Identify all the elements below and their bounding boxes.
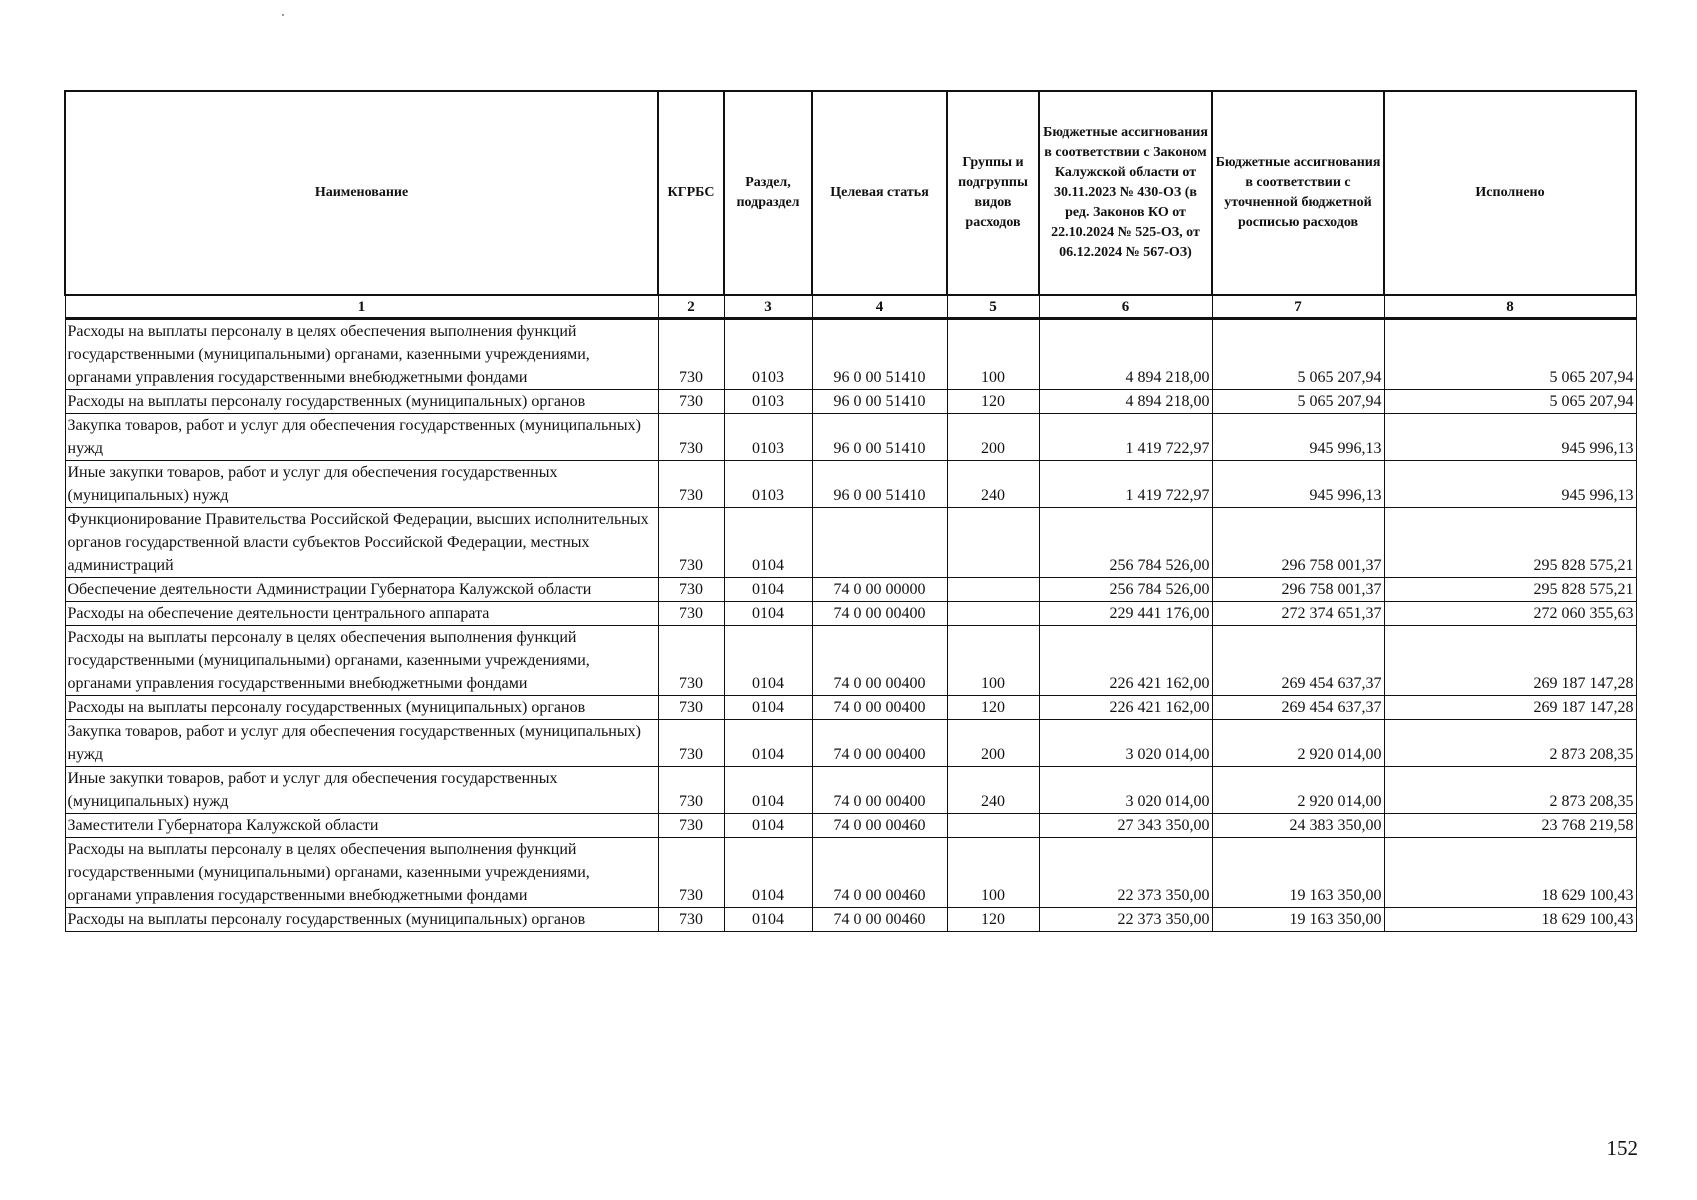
row-expense-group: 100 <box>947 838 1039 908</box>
row-target-article: 96 0 00 51410 <box>812 319 947 390</box>
row-kgrbs: 730 <box>658 626 724 696</box>
row-plan-amount: 272 374 651,37 <box>1212 602 1384 626</box>
row-plan-amount: 296 758 001,37 <box>1212 578 1384 602</box>
row-kgrbs: 730 <box>658 767 724 814</box>
table-row <box>65 602 1636 626</box>
row-expense-group <box>947 578 1039 602</box>
row-plan-amount: 2 920 014,00 <box>1212 767 1384 814</box>
row-law-amount: 3 020 014,00 <box>1039 767 1212 814</box>
row-law-amount: 256 784 526,00 <box>1039 578 1212 602</box>
row-target-article: 74 0 00 00460 <box>812 838 947 908</box>
table-row <box>65 319 1636 390</box>
row-plan-amount: 24 383 350,00 <box>1212 814 1384 838</box>
row-section: 0103 <box>724 319 812 390</box>
row-target-article: 74 0 00 00400 <box>812 696 947 720</box>
row-law-amount: 1 419 722,97 <box>1039 414 1212 461</box>
header-law-allocations: Бюджетные ассигнования в соответствии с Законом Калужской области от 30.11.2023 № 430-ОЗ (в ред. Законов КО от 22.10.2024 № 525-ОЗ, от 06.12.2024 № 567-ОЗ) <box>1039 91 1212 295</box>
row-name: Расходы на выплаты персоналу государственных (муниципальных) органов <box>65 696 658 720</box>
row-executed-amount: 272 060 355,63 <box>1384 602 1636 626</box>
row-section: 0103 <box>724 414 812 461</box>
row-plan-amount: 5 065 207,94 <box>1212 319 1384 390</box>
row-law-amount: 4 894 218,00 <box>1039 319 1212 390</box>
row-executed-amount: 2 873 208,35 <box>1384 720 1636 767</box>
row-plan-amount: 296 758 001,37 <box>1212 508 1384 578</box>
table-row <box>65 461 1636 508</box>
row-executed-amount: 269 187 147,28 <box>1384 696 1636 720</box>
table-row <box>65 720 1636 767</box>
column-number: 1 <box>65 295 658 319</box>
row-law-amount: 22 373 350,00 <box>1039 838 1212 908</box>
row-expense-group: 100 <box>947 319 1039 390</box>
row-section: 0104 <box>724 626 812 696</box>
row-law-amount: 27 343 350,00 <box>1039 814 1212 838</box>
row-law-amount: 22 373 350,00 <box>1039 908 1212 932</box>
row-law-amount: 226 421 162,00 <box>1039 696 1212 720</box>
row-name: Расходы на выплаты персоналу в целях обеспечения выполнения функций государственными (муниципальными) органами, казенными учреждениями, органами управления государственными внебюджетными фондами <box>65 838 658 908</box>
row-plan-amount: 2 920 014,00 <box>1212 720 1384 767</box>
page-number: 152 <box>1606 1136 1638 1160</box>
row-plan-amount: 269 454 637,37 <box>1212 696 1384 720</box>
row-kgrbs: 730 <box>658 461 724 508</box>
row-executed-amount: 18 629 100,43 <box>1384 908 1636 932</box>
column-number: 7 <box>1212 295 1384 319</box>
row-section: 0103 <box>724 390 812 414</box>
row-law-amount: 3 020 014,00 <box>1039 720 1212 767</box>
row-kgrbs: 730 <box>658 838 724 908</box>
row-executed-amount: 945 996,13 <box>1384 414 1636 461</box>
row-target-article <box>812 508 947 578</box>
table-row <box>65 767 1636 814</box>
column-number: 4 <box>812 295 947 319</box>
header-kgrbs: КГРБС <box>658 91 724 295</box>
row-name: Расходы на выплаты персоналу государственных (муниципальных) органов <box>65 908 658 932</box>
row-target-article: 96 0 00 51410 <box>812 414 947 461</box>
row-target-article: 74 0 00 00400 <box>812 602 947 626</box>
row-section: 0104 <box>724 508 812 578</box>
column-number: 3 <box>724 295 812 319</box>
table-row <box>65 414 1636 461</box>
row-executed-amount: 5 065 207,94 <box>1384 390 1636 414</box>
row-expense-group: 120 <box>947 908 1039 932</box>
table-row <box>65 696 1636 720</box>
row-name: Закупка товаров, работ и услуг для обеспечения государственных (муниципальных) нужд <box>65 720 658 767</box>
row-name: Иные закупки товаров, работ и услуг для обеспечения государственных (муниципальных) нужд <box>65 461 658 508</box>
row-law-amount: 226 421 162,00 <box>1039 626 1212 696</box>
header-refined-allocations: Бюджетные ассигнования в соответствии с уточненной бюджетной росписью расходов <box>1212 91 1384 295</box>
row-expense-group: 240 <box>947 461 1039 508</box>
column-number: 2 <box>658 295 724 319</box>
row-name: Закупка товаров, работ и услуг для обеспечения государственных (муниципальных) нужд <box>65 414 658 461</box>
row-name: Функционирование Правительства Российской Федерации, высших исполнительных органов государственной власти субъектов Российской Федерации, местных администраций <box>65 508 658 578</box>
row-kgrbs: 730 <box>658 390 724 414</box>
row-target-article: 74 0 00 00460 <box>812 814 947 838</box>
header-name: Наименование <box>65 91 658 295</box>
row-kgrbs: 730 <box>658 720 724 767</box>
row-name: Заместители Губернатора Калужской области <box>65 814 658 838</box>
row-expense-group: 240 <box>947 767 1039 814</box>
row-kgrbs: 730 <box>658 814 724 838</box>
row-section: 0104 <box>724 767 812 814</box>
row-name: Обеспечение деятельности Администрации Губернатора Калужской области <box>65 578 658 602</box>
header-row <box>65 91 1636 295</box>
row-target-article: 74 0 00 00400 <box>812 720 947 767</box>
column-number: 8 <box>1384 295 1636 319</box>
row-section: 0104 <box>724 602 812 626</box>
row-expense-group: 120 <box>947 696 1039 720</box>
row-law-amount: 4 894 218,00 <box>1039 390 1212 414</box>
row-kgrbs: 730 <box>658 696 724 720</box>
row-executed-amount: 295 828 575,21 <box>1384 578 1636 602</box>
header-target-article: Целевая статья <box>812 91 947 295</box>
row-executed-amount: 18 629 100,43 <box>1384 838 1636 908</box>
row-plan-amount: 945 996,13 <box>1212 461 1384 508</box>
budget-table <box>64 90 1637 932</box>
header-executed: Исполнено <box>1384 91 1636 295</box>
table-row <box>65 626 1636 696</box>
row-expense-group <box>947 814 1039 838</box>
row-executed-amount: 945 996,13 <box>1384 461 1636 508</box>
row-law-amount: 229 441 176,00 <box>1039 602 1212 626</box>
table-row <box>65 508 1636 578</box>
row-kgrbs: 730 <box>658 414 724 461</box>
table-row <box>65 390 1636 414</box>
table-row <box>65 814 1636 838</box>
row-kgrbs: 730 <box>658 319 724 390</box>
table-row <box>65 838 1636 908</box>
row-plan-amount: 269 454 637,37 <box>1212 626 1384 696</box>
row-plan-amount: 19 163 350,00 <box>1212 908 1384 932</box>
row-plan-amount: 945 996,13 <box>1212 414 1384 461</box>
row-plan-amount: 5 065 207,94 <box>1212 390 1384 414</box>
row-name: Расходы на выплаты персоналу государственных (муниципальных) органов <box>65 390 658 414</box>
row-expense-group: 200 <box>947 720 1039 767</box>
scan-speck <box>282 14 284 16</box>
row-expense-group <box>947 602 1039 626</box>
row-target-article: 96 0 00 51410 <box>812 390 947 414</box>
row-kgrbs: 730 <box>658 508 724 578</box>
row-name: Иные закупки товаров, работ и услуг для обеспечения государственных (муниципальных) нужд <box>65 767 658 814</box>
row-expense-group <box>947 508 1039 578</box>
row-expense-group: 100 <box>947 626 1039 696</box>
row-plan-amount: 19 163 350,00 <box>1212 838 1384 908</box>
row-kgrbs: 730 <box>658 908 724 932</box>
row-section: 0103 <box>724 461 812 508</box>
row-law-amount: 256 784 526,00 <box>1039 508 1212 578</box>
row-kgrbs: 730 <box>658 602 724 626</box>
row-executed-amount: 5 065 207,94 <box>1384 319 1636 390</box>
column-number: 6 <box>1039 295 1212 319</box>
row-section: 0104 <box>724 720 812 767</box>
row-target-article: 74 0 00 00000 <box>812 578 947 602</box>
column-number: 5 <box>947 295 1039 319</box>
row-target-article: 74 0 00 00460 <box>812 908 947 932</box>
row-name: Расходы на выплаты персоналу в целях обеспечения выполнения функций государственными (муниципальными) органами, казенными учреждениями, органами управления государственными внебюджетными фондами <box>65 626 658 696</box>
row-executed-amount: 295 828 575,21 <box>1384 508 1636 578</box>
row-kgrbs: 730 <box>658 578 724 602</box>
row-target-article: 74 0 00 00400 <box>812 767 947 814</box>
row-target-article: 74 0 00 00400 <box>812 626 947 696</box>
row-law-amount: 1 419 722,97 <box>1039 461 1212 508</box>
header-expense-groups: Группы и подгруппы видов расходов <box>947 91 1039 295</box>
row-section: 0104 <box>724 578 812 602</box>
row-name: Расходы на выплаты персоналу в целях обеспечения выполнения функций государственными (муниципальными) органами, казенными учреждениями, органами управления государственными внебюджетными фондами <box>65 319 658 390</box>
row-executed-amount: 2 873 208,35 <box>1384 767 1636 814</box>
row-target-article: 96 0 00 51410 <box>812 461 947 508</box>
row-expense-group: 120 <box>947 390 1039 414</box>
row-expense-group: 200 <box>947 414 1039 461</box>
table-row <box>65 578 1636 602</box>
row-section: 0104 <box>724 696 812 720</box>
column-number-row <box>65 295 1636 319</box>
row-section: 0104 <box>724 814 812 838</box>
row-executed-amount: 23 768 219,58 <box>1384 814 1636 838</box>
header-section: Раздел, подраздел <box>724 91 812 295</box>
row-name: Расходы на обеспечение деятельности центрального аппарата <box>65 602 658 626</box>
row-executed-amount: 269 187 147,28 <box>1384 626 1636 696</box>
table-row <box>65 908 1636 932</box>
row-section: 0104 <box>724 838 812 908</box>
row-section: 0104 <box>724 908 812 932</box>
